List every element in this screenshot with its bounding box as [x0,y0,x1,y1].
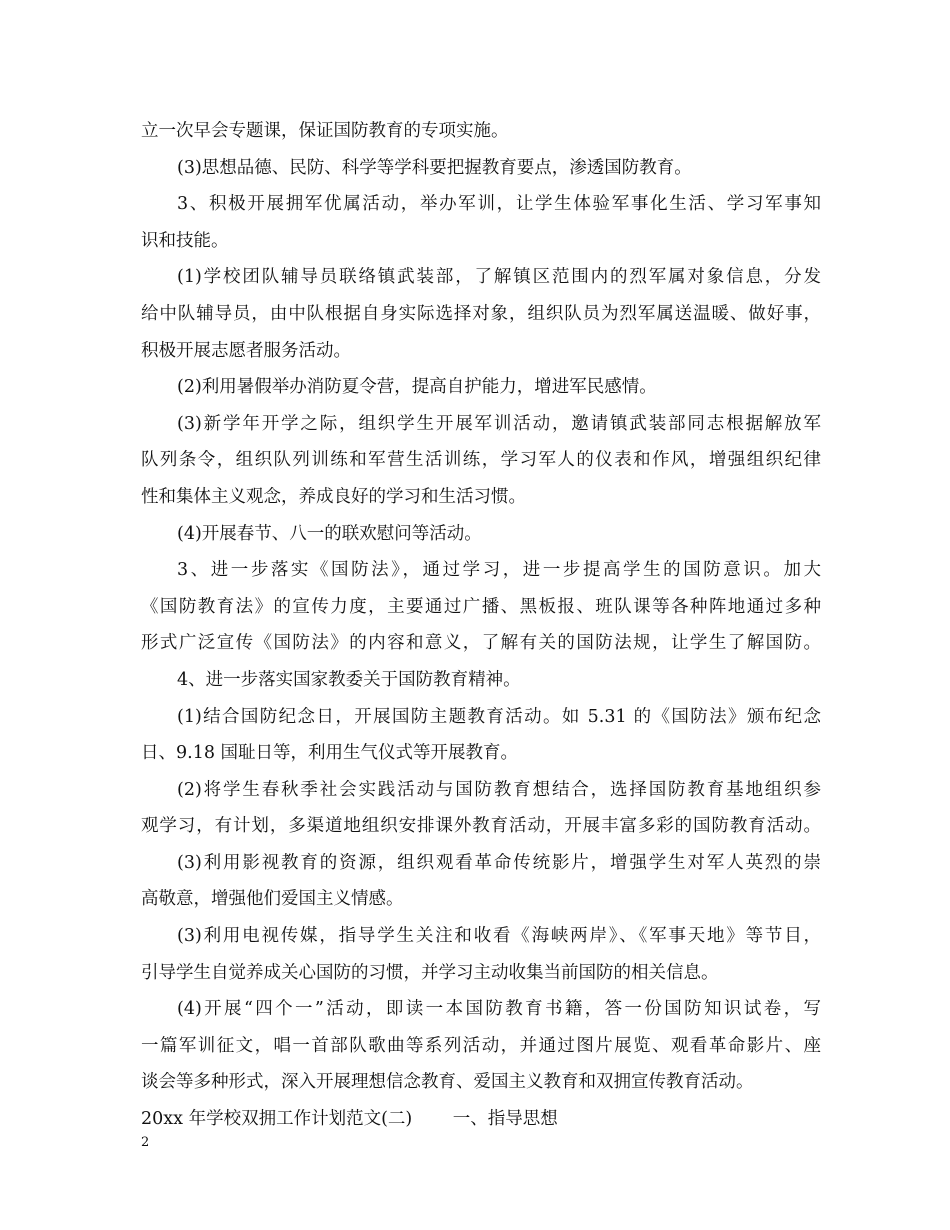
paragraph-line: 形式广泛宣传《国防法》的内容和意义，了解有关的国防法规，让学生了解国防。 [141,633,821,654]
paragraph-line: 谈会等多种形式，深入开展理想信念教育、爱国主义教育和双拥宣传教育活动。 [141,1072,754,1093]
paragraph-line: 4、进一步落实国家教委关于国防教育精神。 [177,669,521,690]
paragraph-line: 3、积极开展拥军优属活动，举办军训，让学生体验军事化生活、学习军事知 [177,194,821,215]
page-number: 2 [141,1135,150,1150]
paragraph-line: 性和集体主义观念，养成良好的学习和生活习惯。 [141,486,526,507]
paragraph-line: (3)新学年开学之际，组织学生开展军训活动，邀请镇武装部同志根据解放军 [177,413,821,434]
section-heading: 20xx 年学校双拥工作计划范文(二) 一、指导思想 [141,1109,558,1130]
paragraph-line: 积极开展志愿者服务活动。 [141,340,351,361]
paragraph-line: 引导学生自觉养成关心国防的习惯，并学习主动收集当前国防的相关信息。 [141,962,719,983]
paragraph-line: 观学习，有计划，多渠道地组织安排课外教育活动，开展丰富多彩的国防教育活动。 [141,816,821,837]
paragraph-line: (2)利用暑假举办消防夏令营，提高自护能力，增进军民感情。 [177,377,657,398]
paragraph-line: 给中队辅导员，由中队根据自身实际选择对象，组织队员为烈军属送温暖、做好事， [141,303,821,324]
paragraph-line: (2)将学生春秋季社会实践活动与国防教育想结合，选择国防教育基地组织参 [177,779,821,800]
paragraph-line: (4)开展春节、八一的联欢慰问等活动。 [177,523,482,544]
paragraph-line: (1)学校团队辅导员联络镇武装部，了解镇区范围内的烈军属对象信息，分发 [177,267,821,288]
paragraph-line: 一篇军训征文，唱一首部队歌曲等系列活动，并通过图片展览、观看革命影片、座 [141,1035,821,1056]
paragraph-line: (3)利用影视教育的资源，组织观看革命传统影片，增强学生对军人英烈的崇 [177,852,821,873]
paragraph-line: (3)利用电视传媒，指导学生关注和收看《海峡两岸》、《军事天地》等节目， [177,926,821,947]
paragraph-line: 立一次早会专题课，保证国防教育的专项实施。 [141,121,509,141]
paragraph-line: 识和技能。 [141,230,229,251]
paragraph-line: (3)思想品德、民防、科学等学科要把握教育要点，渗透国防教育。 [177,157,692,178]
paragraph-line: 《国防教育法》的宣传力度，主要通过广播、黑板报、班队课等各种阵地通过多种 [141,596,821,617]
paragraph-line: 日、9.18 国耻日等，利用生气仪式等开展教育。 [141,743,519,764]
paragraph-line: (1)结合国防纪念日，开展国防主题教育活动。如 5.31 的《国防法》颁布纪念 [177,706,821,727]
paragraph-line: (4)开展“四个一”活动，即读一本国防教育书籍，答一份国防知识试卷，写 [177,999,821,1020]
paragraph-line: 高敬意，增强他们爱国主义情感。 [141,889,404,910]
paragraph-line: 队列条令，组织队列训练和军营生活训练，学习军人的仪表和作风，增强组织纪律 [141,450,821,471]
document-body [141,113,821,1138]
paragraph-line: 3、进一步落实《国防法》，通过学习，进一步提高学生的国防意识。加大 [177,560,821,581]
